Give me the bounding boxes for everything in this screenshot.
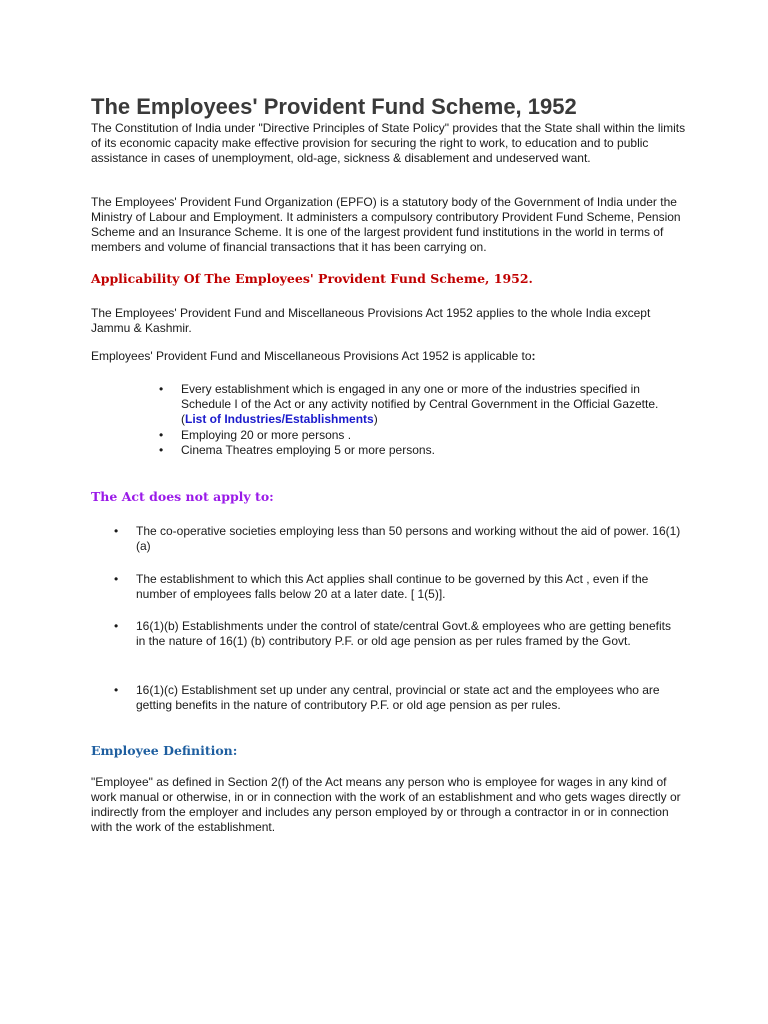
list-item	[114, 572, 681, 602]
applicable-to-colon: :	[531, 349, 536, 363]
intro-paragraph-1: The Constitution of India under "Directive Principles of State Policy" provides that the State shall within the limits of its economic capacity make effective provision for securing the right to work, to education and to public assistance in cases of unemployment, old-age, sickness & disablement and undeserved want.	[91, 121, 686, 165]
bullet-icon: •	[159, 443, 164, 457]
bullet-icon: •	[114, 572, 119, 586]
industries-list-link[interactable]: List of Industries/Establishments	[185, 412, 374, 426]
applicability-paragraph: The Employees' Provident Fund and Miscellaneous Provisions Act 1952 applies to the whole India except Jammu & Kashmir.	[91, 306, 651, 335]
list-item	[114, 683, 681, 713]
bullet-icon: •	[159, 382, 164, 396]
bullet-icon: •	[114, 683, 119, 697]
list-item-text: 16(1)(b) Establishments under the control of state/central Govt.& employees who are getting benefits in the nature of 16(1) (b) contributory P.F. or old age pension as per rules framed by the Govt.	[136, 619, 671, 648]
bullet-icon: •	[114, 619, 119, 633]
list-item	[159, 428, 681, 443]
bullet-icon: •	[114, 524, 119, 538]
applicable-to-paragraph	[91, 349, 691, 364]
list-item-text-end: )	[373, 412, 378, 426]
not-apply-heading: The Act does not apply to:	[91, 489, 274, 504]
list-item-text: The establishment to which this Act applies shall continue to be governed by this Act , even if the number of employees falls below 20 at a later date. [ 1(5)].	[136, 572, 649, 601]
list-item	[114, 619, 681, 649]
bullet-icon: •	[159, 428, 164, 442]
applicable-to-text: Employees' Provident Fund and Miscellaneous Provisions Act 1952 is applicable to	[91, 349, 532, 363]
employee-definition-heading: Employee Definition:	[91, 743, 238, 758]
list-item-text: Employing 20 or more persons .	[181, 428, 352, 442]
employee-definition-paragraph: "Employee" as defined in Section 2(f) of the Act means any person who is employee for wages in any kind of work manual or otherwise, in or in connection with the work of an establishment and who gets wages directly or indirectly from the employer and includes any person employed by or through a contractor in or in connection with the work of the establishment.	[91, 775, 681, 834]
list-item	[159, 443, 681, 458]
list-item	[159, 382, 681, 427]
page-title: The Employees' Provident Fund Scheme, 1952	[91, 94, 577, 119]
list-item-text: The co-operative societies employing less than 50 persons and working without the aid of power. 16(1)(a)	[136, 524, 681, 553]
intro-paragraph-2: The Employees' Provident Fund Organization (EPFO) is a statutory body of the Government of India under the Ministry of Labour and Employment. It administers a compulsory contributory Provident Fund Scheme, Pension Scheme and an Insurance Scheme. It is one of the largest provident fund institutions in the world in terms of members and volume of financial transactions that it has been carrying on.	[91, 195, 681, 254]
list-item-text: Every establishment which is engaged in any one or more of the industries specified in Schedule I of the Act or any activity notified by Central Government in the Official Gazette. (	[181, 382, 659, 426]
list-item-text: Cinema Theatres employing 5 or more persons.	[181, 443, 435, 457]
applicability-heading: Applicability Of The Employees' Provident Fund Scheme, 1952.	[91, 271, 533, 286]
list-item-text: 16(1)(c) Establishment set up under any central, provincial or state act and the employees who are getting benefits in the nature of contributory P.F. or old age pension as per rules.	[136, 683, 660, 712]
list-item	[114, 524, 681, 554]
